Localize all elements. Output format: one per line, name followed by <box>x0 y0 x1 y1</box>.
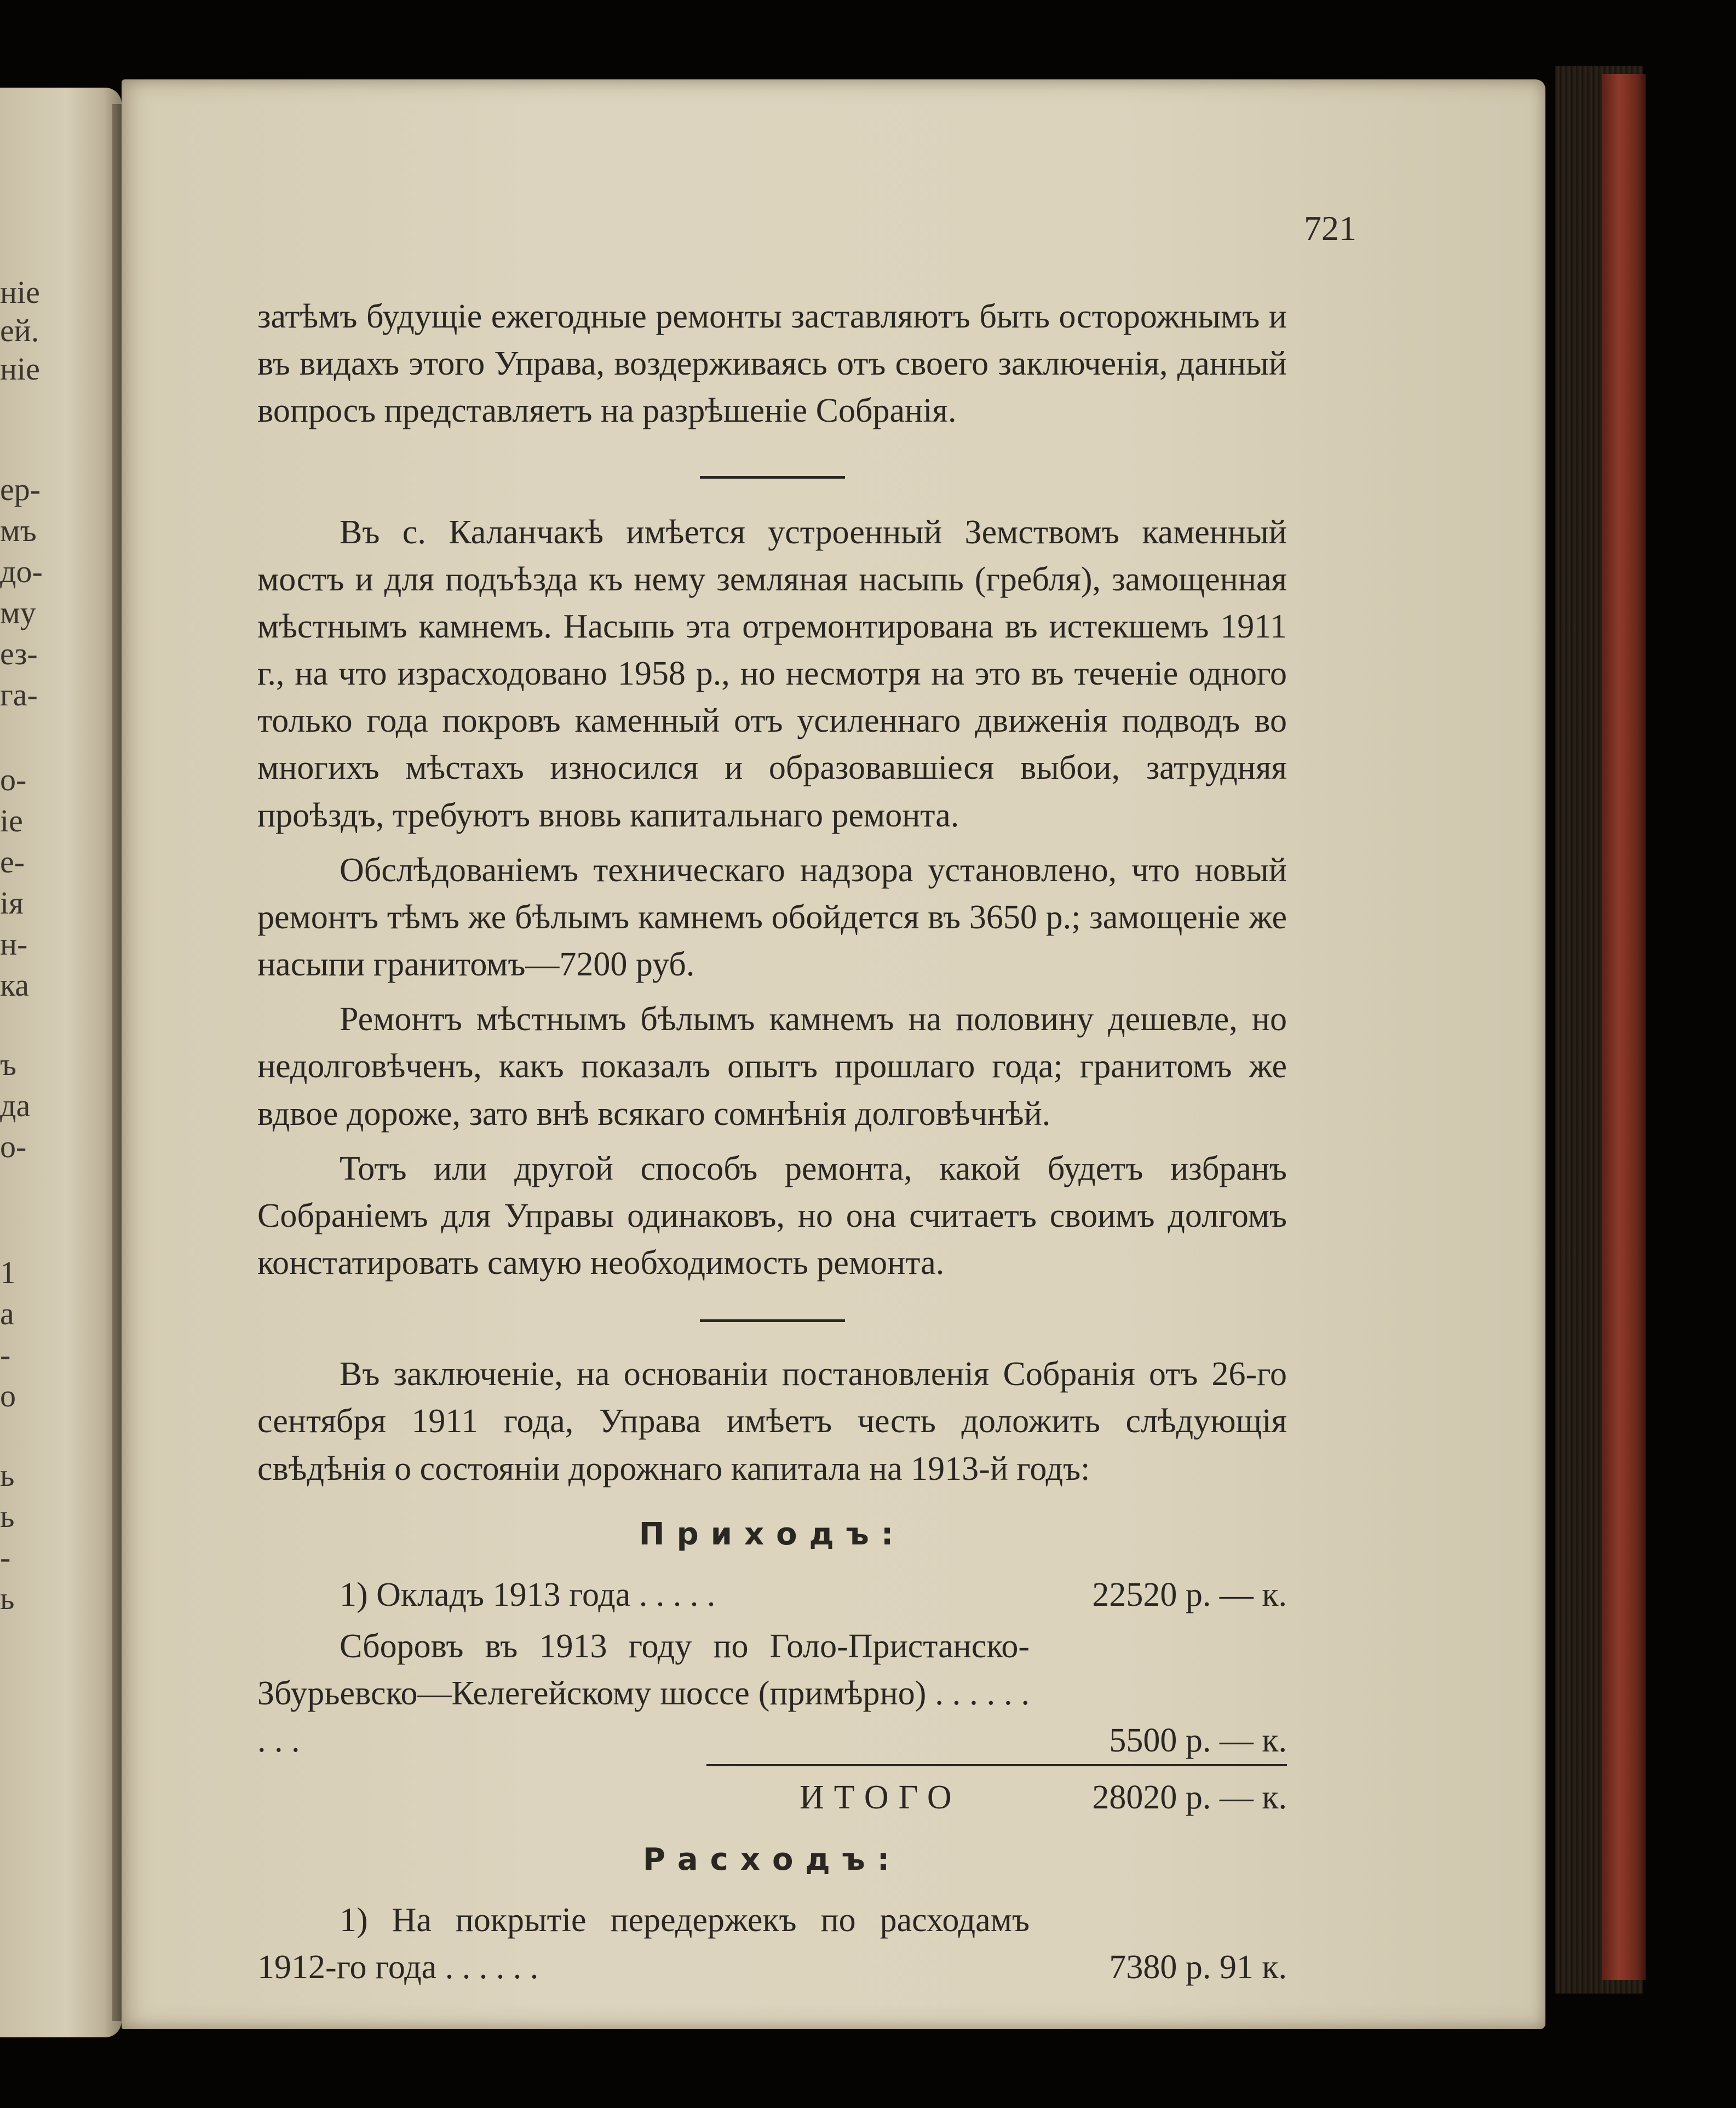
expense-item-desc: 1) На покрытіе передержекъ по расходамъ 1912-го года . . . . . . <box>257 1902 1030 1986</box>
section-divider <box>700 1319 845 1322</box>
left-page-fragment: ез- <box>0 636 38 671</box>
left-page-fragment: ер- <box>0 472 41 507</box>
paragraph: Обслѣдованіемъ техническаго надзора установлено, что новый ремонтъ тѣмъ же бѣлымъ камнемъ обойдется въ 3650 р.; замощеніе же насыпи гранитомъ—7200 руб. <box>257 851 1287 984</box>
expense-item-amount: 7380 р. 91 к. <box>1109 1949 1287 1986</box>
income-item-amount: 22520 р. — к. <box>1092 1576 1287 1613</box>
left-page-fragment: о- <box>0 762 27 797</box>
left-page-fragment: о <box>0 1378 16 1414</box>
left-page-fragment: да <box>0 1088 31 1123</box>
expense-item <box>257 1897 1287 1991</box>
income-item <box>340 1571 1287 1618</box>
left-page-fragment: ка <box>0 967 30 1003</box>
left-page-fragment: іе <box>0 803 23 838</box>
left-page-fragment: мъ <box>0 513 37 548</box>
left-page-fragment: - <box>0 1540 11 1575</box>
income-total <box>706 1764 1287 1821</box>
left-page-fragment: га- <box>0 677 38 713</box>
income-item <box>257 1623 1287 1765</box>
left-page-fragment: му <box>0 595 36 630</box>
left-page-fragment: ь <box>0 1581 15 1616</box>
left-page-fragment: 1 <box>0 1255 16 1290</box>
left-page-fragment: - <box>0 1337 11 1372</box>
total-amount: 28020 р. — к. <box>1092 1779 1287 1817</box>
paragraph: Въ заключеніе, на основаніи постановленія Собранія отъ 26-го сентября 1911 года, Управа имѣетъ честь доложить слѣдующія свѣдѣнія о состояніи дорожнаго капитала на 1913-й годъ: <box>257 1355 1287 1487</box>
paragraph: Ремонтъ мѣстнымъ бѣлымъ камнемъ на половину дешевле, но недолговѣченъ, какъ показалъ опытъ прошлаго года; гранитомъ же вдвое дороже, зато внѣ всякаго сомнѣнія долговѣчнѣй. <box>257 1001 1287 1133</box>
left-page-fragment: е- <box>0 844 25 880</box>
paragraph: затѣмъ будущіе ежегодные ремонты заставляютъ быть осторожнымъ и въ видахъ этого Управа, воздерживаясь отъ своего заключенія, данный вопросъ представляетъ на разрѣшеніе Собранія. <box>257 298 1287 430</box>
expense-heading: Расходъ: <box>642 1842 902 1878</box>
total-label: ИТОГО <box>800 1779 962 1817</box>
income-item-amount: 5500 р. — к. <box>1109 1722 1287 1760</box>
left-page-fragment: н- <box>0 926 28 962</box>
section-divider <box>700 476 845 479</box>
income-item-desc: 1) Окладъ 1913 года . . . . . <box>340 1576 716 1613</box>
left-page-fragment: ніе <box>0 274 40 310</box>
left-page-fragment: ь <box>0 1498 15 1534</box>
left-page-fragment: ъ <box>0 1047 16 1082</box>
income-heading: Приходъ: <box>639 1516 906 1552</box>
left-page-fragment: ей. <box>0 313 39 348</box>
book-cover-edge <box>1602 74 1646 1980</box>
left-page-fragment: ія <box>0 885 24 921</box>
paragraph: Тотъ или другой способъ ремонта, какой будетъ избранъ Собраніемъ для Управы одинаковъ, но она считаетъ своимъ долгомъ констатировать самую необходимость ремонта. <box>257 1150 1287 1282</box>
left-page-fragment: до- <box>0 554 43 589</box>
paragraph: Въ с. Каланчакѣ имѣется устроенный Земствомъ каменный мостъ и для подъѣзда къ нему земляная насыпь (гребля), замощенная мѣстнымъ камнемъ. Насыпь эта отремонтирована въ истекшемъ 1911 г., на что израсходовано 1958 р., но несмотря на это въ теченіе одного только года покровъ каменный отъ усиленнаго движенія подводъ во многихъ мѣстахъ износился и образовавшіеся выбои, затрудняя проѣздъ, требуютъ вновь капитальнаго ремонта. <box>257 513 1287 834</box>
book-page <box>122 79 1545 2029</box>
left-page-fragment: а <box>0 1296 14 1331</box>
page-body <box>257 205 1287 1991</box>
left-page-fragment: о- <box>0 1129 27 1164</box>
left-page-fragment: ь <box>0 1457 15 1493</box>
page-number: 721 <box>1304 209 1356 248</box>
left-facing-page <box>0 88 122 2037</box>
income-item-desc: Сборовъ въ 1913 году по Голо-Пристанско-Збурьевско—Келегейскому шоссе (примѣрно) . . . . . . . . . <box>257 1627 1030 1760</box>
left-page-fragment: ніе <box>0 351 40 387</box>
